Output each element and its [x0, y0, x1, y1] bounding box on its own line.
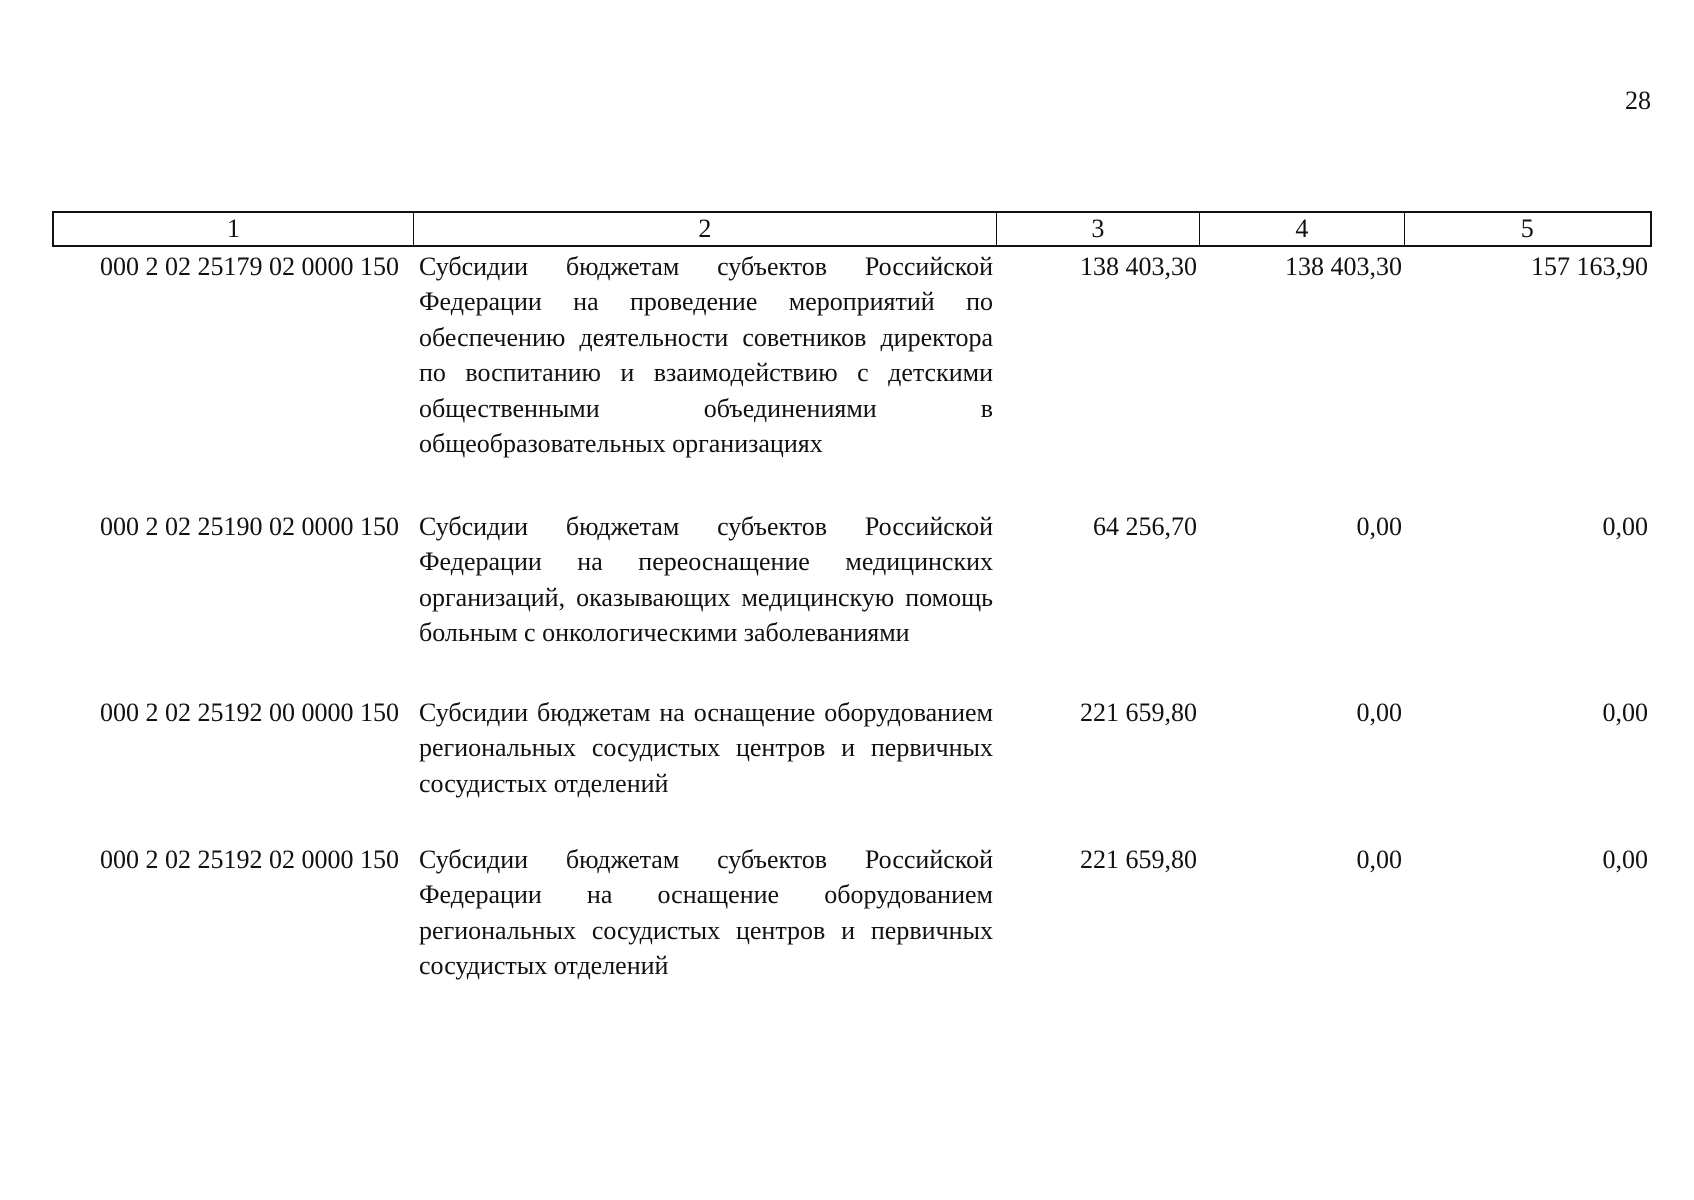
table-row: [52, 842, 1652, 984]
row-value-4: 0,00: [1356, 698, 1402, 727]
row-value-5: 157 163,90: [1531, 252, 1648, 281]
table-header: [52, 211, 1652, 247]
header-col-3: 3: [997, 213, 1200, 245]
row-value-4: 0,00: [1356, 845, 1402, 874]
row-value-3: 64 256,70: [1093, 512, 1197, 541]
row-description: Субсидии бюджетам субъектов Российской Федерации на проведение мероприятий по обеспечению деятельности советников директора по воспитанию и взаимодействию с детскими общественными объединениями в общеобразовательных организациях: [419, 252, 993, 459]
header-col-4: 4: [1200, 213, 1404, 245]
table-row: [52, 249, 1652, 461]
header-col-5: 5: [1520, 214, 1534, 243]
row-code: 000 2 02 25192 02 0000 150: [100, 845, 399, 874]
header-col-2: 2: [414, 213, 997, 245]
row-code: 000 2 02 25179 02 0000 150: [100, 252, 399, 281]
row-code: 000 2 02 25192 00 0000 150: [100, 698, 399, 727]
page-number: 28: [1625, 86, 1651, 115]
row-description: Субсидии бюджетам субъектов Российской Федерации на переоснащение медицинских организаций, оказывающих медицинскую помощь больным с онкологическими заболеваниями: [419, 512, 993, 648]
row-description: Субсидии бюджетам на оснащение оборудованием региональных сосудистых центров и первичных сосудистых отделений: [419, 698, 993, 798]
header-col-1: 1: [54, 213, 414, 245]
row-description: Субсидии бюджетам субъектов Российской Федерации на оснащение оборудованием региональных сосудистых центров и первичных сосудистых отделений: [419, 845, 993, 981]
row-value-4: 0,00: [1356, 512, 1402, 541]
row-value-4: 138 403,30: [1285, 252, 1402, 281]
row-value-5: 0,00: [1602, 698, 1648, 727]
row-value-3: 221 659,80: [1080, 698, 1197, 727]
row-value-3: 221 659,80: [1080, 845, 1197, 874]
row-code: 000 2 02 25190 02 0000 150: [100, 512, 399, 541]
row-value-5: 0,00: [1602, 512, 1648, 541]
table-row: [52, 695, 1652, 801]
row-value-5: 0,00: [1602, 845, 1648, 874]
table-row: [52, 509, 1652, 651]
row-value-3: 138 403,30: [1080, 252, 1197, 281]
